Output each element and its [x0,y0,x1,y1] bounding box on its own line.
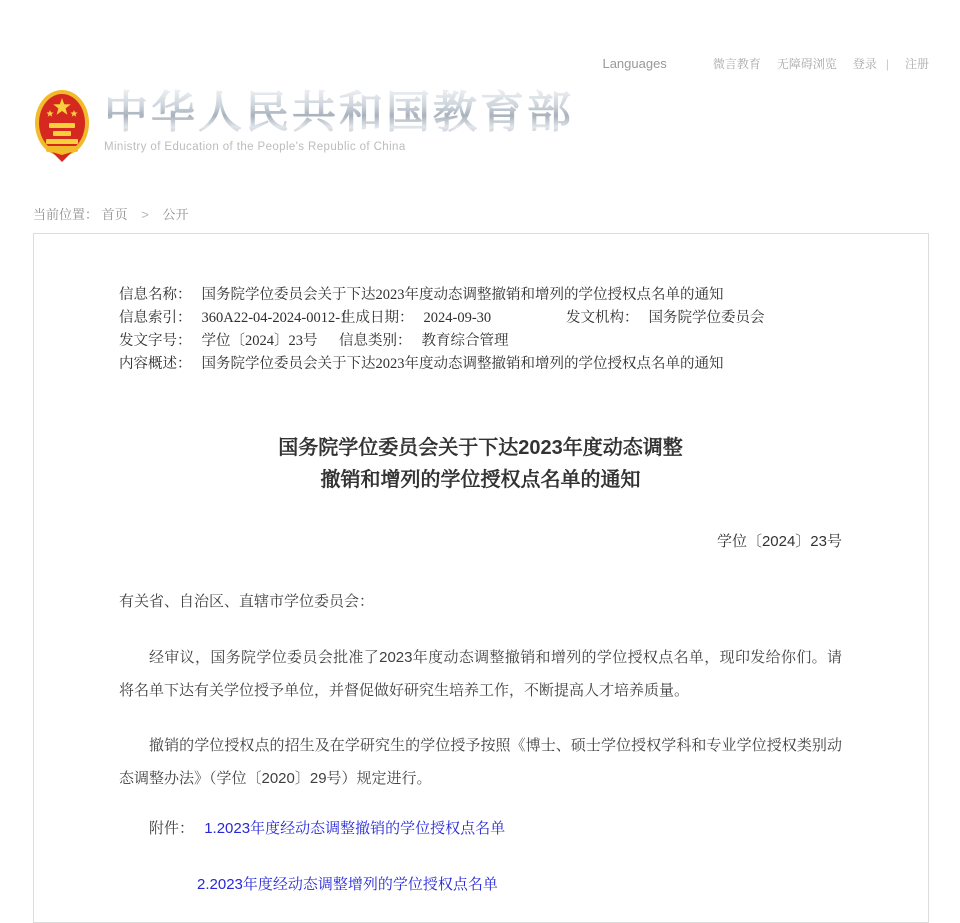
meta-doc-no-value: 学位〔2024〕23号 [201,333,318,349]
meta-gen-date-value: 2024-09-30 [423,310,492,326]
breadcrumb-separator: > [141,207,149,222]
meta-category-label: 信息类别： [339,333,412,349]
top-utility-bar [0,55,929,72]
breadcrumb [33,204,189,223]
meta-gen-date-label: 生成日期： [341,310,414,326]
link-accessibility-browse[interactable]: 无障碍浏览 [776,57,837,71]
article-paragraph-2: 撤销的学位授权点的招生及在学研究生的学位授予按照《博士、硕士学位授权学科和专业学位授权类别动态调整办法》（学位〔2020〕29号）规定进行。 [119,737,842,787]
attachment-row-2 [119,875,842,895]
ministry-title-cn: 中华人民共和国教育部 [104,88,574,137]
meta-row-docno-category [119,330,842,353]
meta-info-index-label: 信息索引： [119,310,192,326]
attachment-link-1[interactable]: 1.2023年度经动态调整撤销的学位授权点名单 [204,820,506,837]
document-panel [33,233,929,923]
meta-issuing-org-label: 发文机构： [566,310,639,326]
logo-text [104,88,574,153]
article-salutation: 有关省、自治区、直辖市学位委员会： [119,593,375,610]
article-title-line2: 撤销和增列的学位授权点名单的通知 [320,469,641,491]
languages-menu[interactable]: Languages [602,56,667,71]
attachment-link-2[interactable]: 2.2023年度经动态调整增列的学位授权点名单 [197,876,498,893]
national-emblem-icon [33,88,91,162]
attachment-row-1 [119,819,842,839]
link-login[interactable]: 登录 [852,57,877,71]
article-paragraph-1: 经审议，国务院学位委员会批准了2023年度动态调整撤销和增列的学位授权点名单，现印发给你们。请将名单下达有关学位授予单位，并督促做好研究生培养工作，不断提高人才培养质量。 [119,649,842,699]
document-meta-table [119,284,842,376]
meta-category-value: 教育综合管理 [421,333,509,349]
meta-info-name-value: 国务院学位委员会关于下达2023年度动态调整撤销和增列的学位授权点名单的通知 [201,287,724,303]
meta-info-name-label: 信息名称： [119,287,192,303]
meta-issuing-org-value: 国务院学位委员会 [648,310,765,326]
meta-row-name [119,284,842,307]
meta-row-index-date-org [119,307,842,330]
article-title-line1: 国务院学位委员会关于下达2023年度动态调整 [278,437,683,459]
meta-doc-no-label: 发文字号： [119,333,192,349]
attachments-section [119,819,842,895]
meta-row-summary [119,353,842,376]
meta-summary-value: 国务院学位委员会关于下达2023年度动态调整撤销和增列的学位授权点名单的通知 [201,356,724,372]
meta-info-index-value: 360A22-04-2024-0012-1 [201,310,348,326]
article-title [119,432,842,496]
article-doc-number: 学位〔2024〕23号 [716,533,842,550]
breadcrumb-home[interactable]: 首页 [101,207,128,222]
link-register[interactable]: 注册 [904,57,929,71]
meta-summary-label: 内容概述： [119,356,192,372]
breadcrumb-section-public[interactable]: 公开 [162,207,189,222]
attachments-label: 附件： [149,820,195,837]
breadcrumb-label: 当前位置： [33,207,99,222]
link-weiyan-education[interactable]: 微言教育 [712,57,761,71]
site-logo[interactable] [33,88,574,162]
login-register-divider: | [885,56,889,71]
ministry-title-en: Ministry of Education of the People's Republic of China [104,141,406,153]
